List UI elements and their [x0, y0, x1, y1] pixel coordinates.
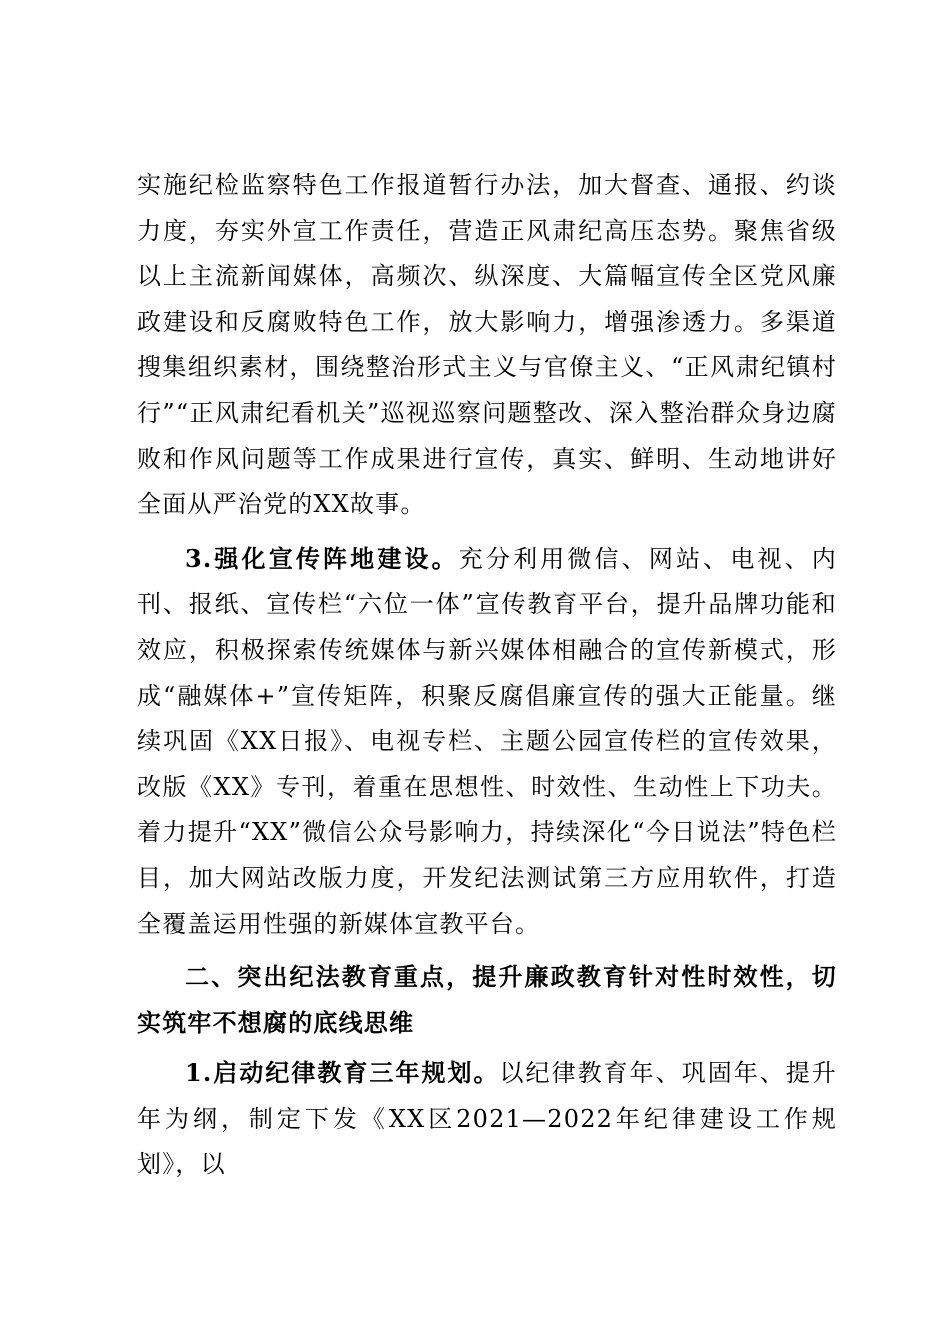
- document-page: [137, 163, 837, 1188]
- paragraph-lead: 3.强化宣传阵地建设。: [185, 543, 459, 573]
- paragraph-text: 充分利用微信、网站、电视、内刊、报纸、宣传栏“六位一体”宣传教育平台，提升品牌功能和效应，积极探索传统媒体与新兴媒体相融合的宣传新模式，形成“融媒体+”宣传矩阵，积聚反腐倡廉宣传的强大正能量。继续巩固《XX日报》、电视专栏、主题公园宣传栏的宣传效果，改版《XX》专刊，着重在思想性、时效性、生动性上下功夫。着力提升“XX”微信公众号影响力，持续深化“今日说法”特色栏目，加大网站改版力度，开发纪法测试第三方应用软件，打造全覆盖运用性强的新媒体宣教平台。: [137, 544, 837, 938]
- paragraph-propaganda-base: [137, 536, 837, 947]
- paragraph-lead: 1.启动纪律教育三年规划。: [185, 1058, 500, 1088]
- paragraph-continuation: [137, 163, 837, 528]
- paragraph-text: 实施纪检监察特色工作报道暂行办法，加大督查、通报、约谈力度，夯实外宣工作责任，营造正风肃纪高压态势。聚焦省级以上主流新闻媒体，高频次、纵深度、大篇幅宣传全区党风廉政建设和反腐败特色工作，放大影响力，增强渗透力。多渠道搜集组织素材，围绕整治形式主义与官僚主义、“正风肃纪镇村行”“正风肃纪看机关”巡视巡察问题整改、深入整治群众身边腐败和作风问题等工作成果进行宣传，真实、鲜明、生动地讲好全面从严治党的XX故事。: [137, 171, 837, 519]
- paragraph-text: 以纪律教育年、巩固年、提升年为纲，制定下发《XX区2021—2022年纪律建设工作规划》，以: [137, 1059, 837, 1179]
- paragraph-discipline-plan: [137, 1050, 837, 1188]
- section-heading-two: 二、突出纪法教育重点，提升廉政教育针对性时效性，切实筑牢不想腐的底线思维: [137, 963, 837, 1037]
